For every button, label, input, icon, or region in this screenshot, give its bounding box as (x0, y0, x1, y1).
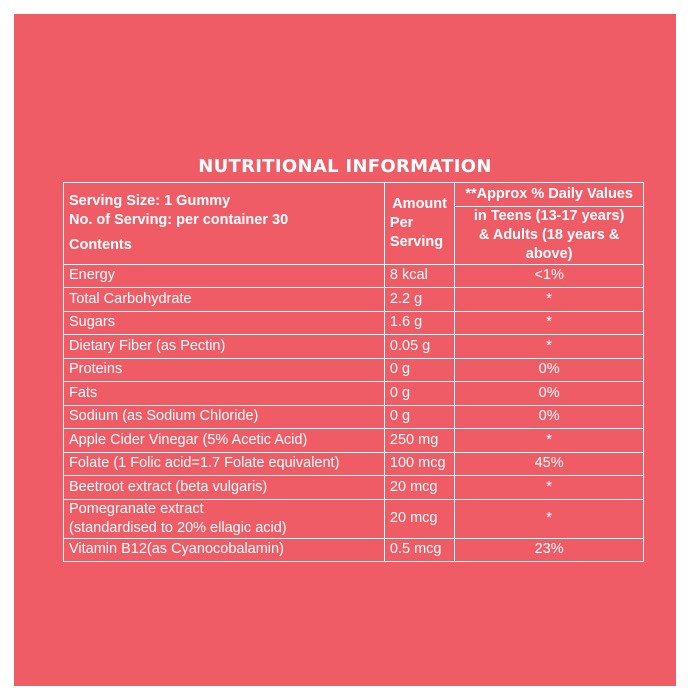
table-row (64, 538, 644, 562)
nutrient-daily-value: * (455, 335, 644, 359)
table-row (64, 405, 644, 429)
nutrient-amount: 20 mcg (384, 476, 454, 500)
nutrient-name: Sugars (64, 311, 385, 335)
nutrient-daily-value: * (455, 311, 644, 335)
nutrient-daily-value: <1% (455, 264, 644, 288)
nutrient-daily-value: 0% (455, 358, 644, 382)
nutrient-amount: 0.05 g (384, 335, 454, 359)
daily-values-header: **Approx % Daily Values (455, 183, 644, 207)
nutrient-name: Dietary Fiber (as Pectin) (64, 335, 385, 359)
nutrient-daily-value: 23% (455, 538, 644, 562)
table-row (64, 311, 644, 335)
daily-values-subheader (455, 206, 644, 264)
table-row (64, 358, 644, 382)
contents-header: Contents (69, 236, 132, 253)
nutrition-table (63, 182, 644, 562)
table-row (64, 499, 644, 538)
nutrient-name: Energy (64, 264, 385, 288)
table-row (64, 429, 644, 453)
nutrient-name-line1: Pomegranate extract (69, 500, 204, 517)
table-row (64, 288, 644, 312)
nutrient-amount: 250 mg (384, 429, 454, 453)
serving-size: Serving Size: 1 Gummy (69, 192, 231, 209)
nutrient-amount: 8 kcal (384, 264, 454, 288)
nutrient-amount: 0 g (384, 382, 454, 406)
amount-header (384, 183, 454, 265)
nutrient-daily-value: 0% (455, 382, 644, 406)
nutrient-name: Folate (1 Folic acid=1.7 Folate equivalent) (64, 452, 385, 476)
table-row (64, 476, 644, 500)
table-row (64, 382, 644, 406)
nutrient-daily-value: * (455, 499, 644, 538)
amount-line1: Amount (392, 195, 447, 212)
nutrient-amount: 0 g (384, 405, 454, 429)
nutrient-daily-value: * (455, 429, 644, 453)
nutrient-name: Sodium (as Sodium Chloride) (64, 405, 385, 429)
nutrient-name: Fats (64, 382, 385, 406)
table-row (64, 452, 644, 476)
table-row (64, 264, 644, 288)
table-row (64, 335, 644, 359)
nutrient-amount: 100 mcg (384, 452, 454, 476)
nutrient-daily-value: * (455, 476, 644, 500)
nutrient-amount: 20 mcg (384, 499, 454, 538)
daily-line1: in Teens (13-17 years) (473, 207, 625, 224)
nutrient-name: Proteins (64, 358, 385, 382)
nutrient-amount: 1.6 g (384, 311, 454, 335)
serving-info-cell (64, 183, 385, 265)
nutrient-daily-value: 45% (455, 452, 644, 476)
nutrient-name: Total Carbohydrate (64, 288, 385, 312)
page-title: NUTRITIONAL INFORMATION (198, 156, 492, 177)
nutrient-daily-value: 0% (455, 405, 644, 429)
nutrient-amount: 0.5 mcg (384, 538, 454, 562)
nutrient-daily-value: * (455, 288, 644, 312)
nutrient-name: Apple Cider Vinegar (5% Acetic Acid) (64, 429, 385, 453)
amount-line2: Per Serving (389, 214, 444, 250)
nutrient-name: Beetroot extract (beta vulgaris) (64, 476, 385, 500)
table-header-row (64, 183, 644, 207)
label-panel (14, 14, 676, 686)
nutrient-name: Vitamin B12(as Cyanocobalamin) (64, 538, 385, 562)
nutrient-name (64, 499, 385, 538)
no-of-serving: No. of Serving: per container 30 (69, 211, 289, 228)
nutrient-name-line2: (standardised to 20% ellagic acid) (69, 519, 287, 536)
nutrient-amount: 0 g (384, 358, 454, 382)
nutrient-amount: 2.2 g (384, 288, 454, 312)
daily-line2: & Adults (18 years & above) (478, 226, 620, 262)
